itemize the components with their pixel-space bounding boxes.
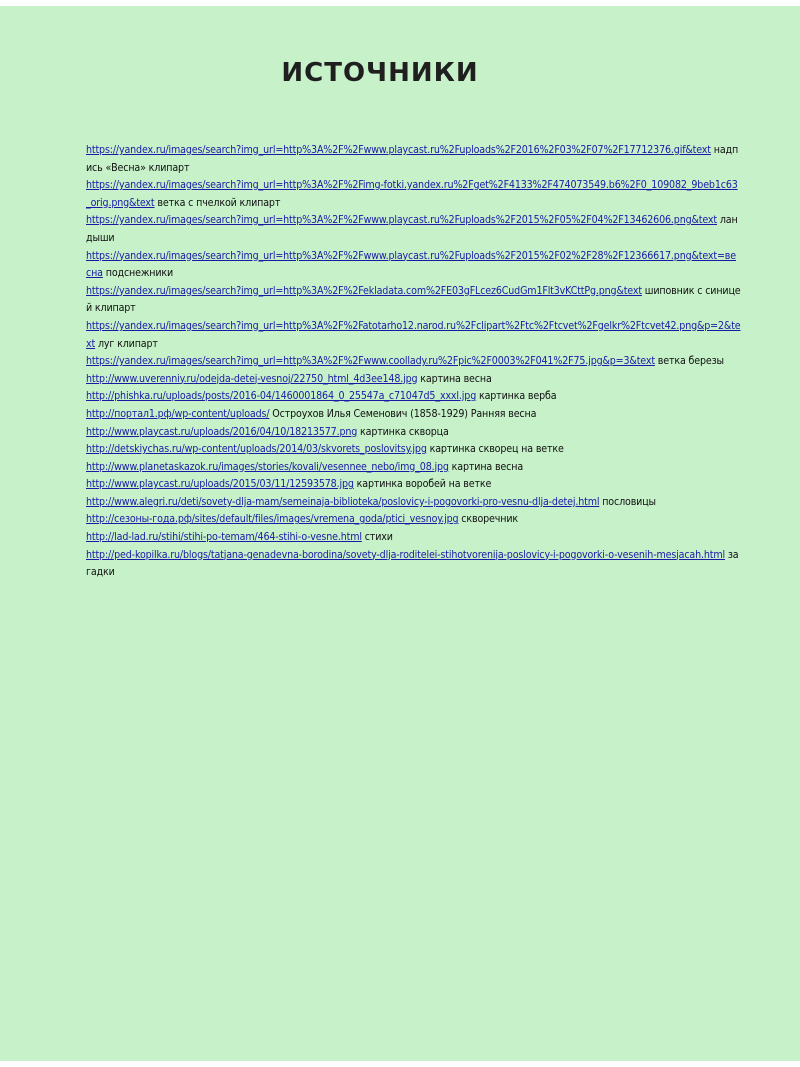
page-title: ИСТОЧНИКИ <box>281 58 479 88</box>
source-entry <box>86 371 741 389</box>
source-entry <box>86 353 741 371</box>
source-link[interactable]: http://портал1.рф/wp-content/uploads/ <box>86 407 270 420</box>
source-link[interactable]: https://yandex.ru/images/search?img_url=http%3A%2F%2Fatotarho12.narod.ru%2Fclipart%2Ftc%2Ftcvet%2Fgelkr%2Ftcvet42.png&p=2&text <box>86 319 741 350</box>
source-entry <box>86 177 741 212</box>
source-entry <box>86 424 741 442</box>
source-entry <box>86 318 741 353</box>
source-link[interactable]: http://www.playcast.ru/uploads/2015/03/11/12593578.jpg <box>86 478 354 491</box>
source-link[interactable]: https://yandex.ru/images/search?img_url=http%3A%2F%2Fwww.coollady.ru%2Fpic%2F0003%2F041%2F75.jpg&p=3&text <box>86 355 655 368</box>
source-description: надпись «Весна» клипарт <box>86 144 739 174</box>
source-description: шиповник с синицей клипарт <box>86 284 741 315</box>
source-description: луг клипарт <box>95 337 158 350</box>
source-link[interactable]: https://yandex.ru/images/search?img_url=http%3A%2F%2Fwww.playcast.ru%2Fuploads%2F2015%2F02%2F28%2F12366617.png&text=весна <box>86 249 736 280</box>
source-link[interactable]: http://www.playcast.ru/uploads/2016/04/10/18213577.png <box>86 425 358 438</box>
source-link[interactable]: http://phishka.ru/uploads/posts/2016-04/1460001864_0_25547a_c71047d5_xxxl.jpg <box>86 390 477 403</box>
source-description: картинка скворца <box>357 425 449 438</box>
source-link[interactable]: https://yandex.ru/images/search?img_url=http%3A%2F%2Fimg-fotki.yandex.ru%2Fget%2F4133%2F474073549.b6%2F0_109082_9beb1c63_orig.png&text <box>86 179 738 209</box>
source-description: картина весна <box>417 372 492 385</box>
source-description: стихи <box>361 531 393 544</box>
source-link[interactable]: https://yandex.ru/images/search?img_url=http%3A%2F%2Fekladata.com%2FE03gFLcez6CudGm1Flt3vKCttPg.png&text <box>86 284 642 297</box>
source-link[interactable]: http://www.alegri.ru/deti/sovety-dlja-mam/semeinaja-biblioteka/poslovicy-i-pogovorki-pro-vesnu-dlja-detej.html <box>86 495 600 508</box>
source-entry <box>86 511 741 529</box>
source-description: ветка березы <box>654 355 724 368</box>
source-entry <box>86 406 741 424</box>
source-entry <box>86 476 741 494</box>
sources-list <box>86 142 741 582</box>
source-entry <box>86 441 741 459</box>
source-entry <box>86 494 741 512</box>
source-description: пословицы <box>599 495 656 508</box>
source-link[interactable]: https://yandex.ru/images/search?img_url=http%3A%2F%2Fwww.playcast.ru%2Fuploads%2F2015%2F05%2F04%2F13462606.png&text <box>86 214 717 227</box>
source-entry <box>86 142 741 177</box>
source-entry <box>86 388 741 406</box>
source-entry <box>86 248 741 283</box>
source-link[interactable]: http://www.planetaskazok.ru/images/stories/kovali/vesennee_nebo/img_08.jpg <box>86 460 449 473</box>
source-entry <box>86 459 741 477</box>
source-description: ландыши <box>86 214 738 244</box>
source-description: картинка верба <box>476 390 557 403</box>
source-description: картинка воробей на ветке <box>353 478 492 491</box>
source-entry <box>86 283 741 318</box>
source-link[interactable]: https://yandex.ru/images/search?img_url=http%3A%2F%2Fwww.playcast.ru%2Fuploads%2F2016%2F03%2F07%2F17712376.gif&text <box>86 144 711 156</box>
source-description: картина весна <box>448 460 524 473</box>
source-link[interactable]: http://www.uverenniy.ru/odejda-detej-vesnoj/22750_html_4d3ee148.jpg <box>86 372 418 385</box>
source-link[interactable]: http://lad-lad.ru/stihi/stihi-po-temam/464-stihi-o-vesne.html <box>86 531 362 544</box>
source-entry <box>86 529 741 547</box>
source-description: картинка скворец на ветке <box>426 443 564 456</box>
source-link[interactable]: http://detskiychas.ru/wp-content/uploads/2014/03/skvorets_poslovitsy.jpg <box>86 443 427 456</box>
source-link[interactable]: http://ped-kopilka.ru/blogs/tatjana-genadevna-borodina/sovety-dlja-roditelei-stihotvorenija-poslovicy-i-pogovorki-o-vesenih-mesjacah.html <box>86 548 725 561</box>
source-description: Остроухов Илья Семенович (1858-1929) Ранняя весна <box>269 407 537 420</box>
source-description: подснежники <box>102 267 174 280</box>
slide-background <box>0 6 800 1061</box>
source-entry <box>86 212 741 247</box>
source-description: скворечник <box>458 513 518 526</box>
source-entry <box>86 547 741 582</box>
source-description: загадки <box>86 548 739 579</box>
source-link[interactable]: http://сезоны-года.рф/sites/default/files/images/vremena_goda/ptici_vesnoy.jpg <box>86 513 459 526</box>
source-description: ветка с пчелкой клипарт <box>154 196 281 209</box>
